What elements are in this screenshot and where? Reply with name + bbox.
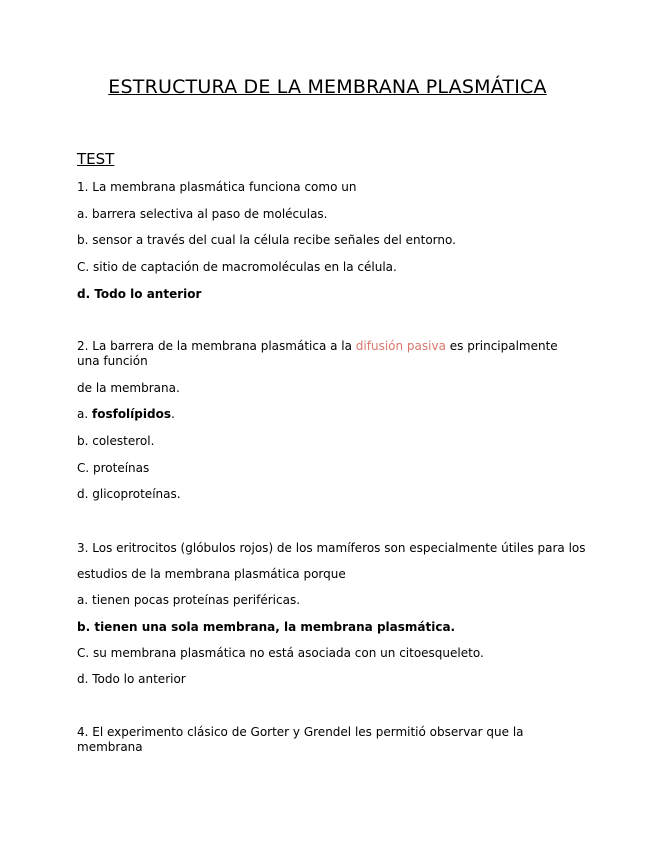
q3-option-d: d. Todo lo anterior (77, 672, 186, 686)
document-title: ESTRUCTURA DE LA MEMBRANA PLASMÁTICA (108, 76, 547, 98)
q2-option-a-suffix: . (170, 407, 175, 421)
q2-stem-continued: de la membrana. (77, 381, 180, 395)
q1-option-b: b. sensor a través del cual la célula recibe señales del entorno. (77, 233, 456, 247)
q1-option-a: a. barrera selectiva al paso de moléculas. (77, 207, 328, 221)
q1-option-d-answer: d. Todo lo anterior (77, 287, 202, 301)
q1-stem: 1. La membrana plasmática funciona como un (77, 180, 357, 194)
q2-option-a (77, 407, 582, 422)
q1-option-c: C. sitio de captación de macromoléculas en la célula. (77, 260, 397, 274)
q3-option-b-answer: b. tienen una sola membrana, la membrana plasmática. (77, 620, 456, 634)
q2-option-c: C. proteínas (77, 461, 150, 475)
q3-stem: 3. Los eritrocitos (glóbulos rojos) de los mamíferos son especialmente útiles para los (77, 541, 586, 555)
q3-stem-continued: estudios de la membrana plasmática porque (77, 567, 346, 581)
q2-stem (77, 339, 582, 369)
q2-stem-text-end: es principalmente una función (77, 339, 558, 368)
q2-option-b: b. colesterol. (77, 434, 155, 448)
q2-option-a-answer: fosfolípidos (91, 407, 171, 421)
q2-stem-text: 2. La barrera de la membrana plasmática a la (77, 339, 356, 353)
q2-option-a-prefix: a. (77, 407, 92, 421)
section-heading: TEST (77, 150, 115, 168)
q3-option-c: C. su membrana plasmática no está asociada con un citoesqueleto. (77, 646, 484, 660)
q2-difusion-link[interactable]: difusión pasiva (355, 339, 446, 353)
q4-stem: 4. El experimento clásico de Gorter y Grendel les permitió observar que la membrana (77, 725, 524, 754)
q3-option-a: a. tienen pocas proteínas periféricas. (77, 593, 301, 607)
q2-option-d: d. glicoproteínas. (77, 487, 181, 501)
